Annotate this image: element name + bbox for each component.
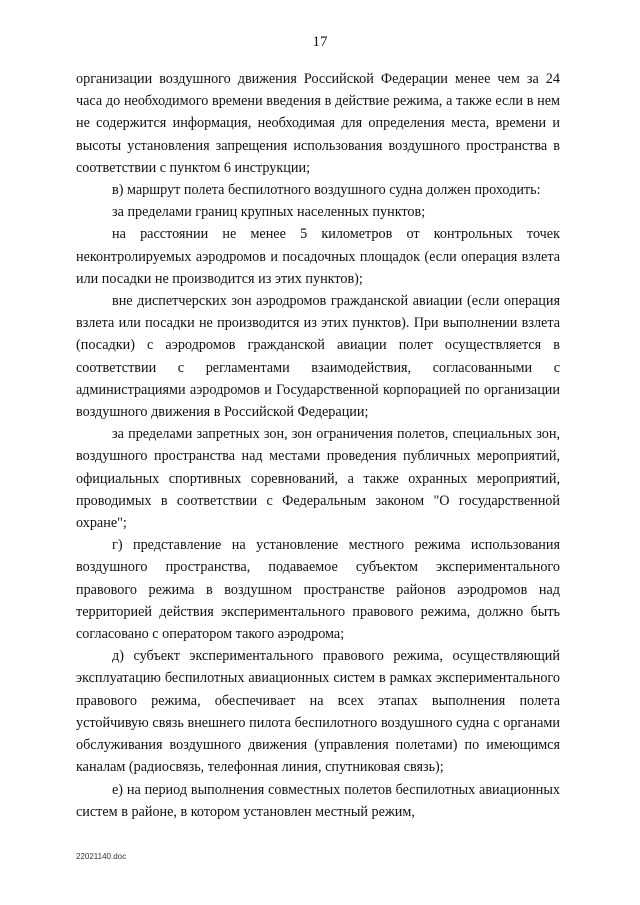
paragraph-control-points: на расстоянии не менее 5 километров от контрольных точек неконтролируемых аэродромов и посадочных площадок (если операция взлета или посадки не производится из этих пунктов); [76, 226, 560, 287]
paragraph-restricted-zones: за пределами запретных зон, зон ограничения полетов, специальных зон, воздушного пространства над местами проведения публичных мероприятий, официальных спортивных соревнований, а также охранных мероприятий, проводимых в соответствии с Федеральным законом "О государственной охране"; [76, 426, 560, 532]
page-number: 17 [312, 34, 328, 50]
paragraph-item-d: д) субъект экспериментального правового режима, осуществляющий эксплуатацию беспилотных авиационных систем в рамках экспериментального правового режима, обеспечивает на всех этапах выполнения полета устойчивую связь внешнего пилота беспилотного воздушного судна с органами обслуживания воздушного движения (управления полетами) по имеющимся каналам (радиосвязь, телефонная линия, спутниковая связь); [76, 648, 560, 776]
paragraph-item-g: г) представление на установление местного режима использования воздушного пространства, подаваемое субъектом экспериментального правового режима в воздушном пространстве районов аэродромов над территорией действия экспериментального правового режима, должно быть согласовано с оператором такого аэродрома; [76, 537, 560, 643]
document-body [76, 68, 560, 823]
paragraph-item-e: е) на период выполнения совместных полетов беспилотных авиационных систем в районе, в котором установлен местный режим, [76, 781, 560, 820]
paragraph-continuation: организации воздушного движения Российской Федерации менее чем за 24 часа до необходимого времени введения в действие режима, а также если в нем не содержится информация, необходимая для определения места, времени и высоты установления запрещения использования воздушного пространства в соответствии с пунктом 6 инструкции; [76, 71, 560, 176]
document-filename: 22021140.doc [76, 852, 127, 861]
paragraph-dispatch-zones: вне диспетчерских зон аэродромов гражданской авиации (если операция взлета или посадки не производится из этих пунктов). При выполнении взлета (посадки) с аэродромов гражданской авиации полет осуществляется в соответствии с регламентами взаимодействия, согласованными с администрациями аэродромов и Государственной корпорацией по организации воздушного движения в Российской Федерации; [76, 293, 560, 421]
paragraph-settlements: за пределами границ крупных населенных пунктов; [112, 204, 426, 221]
paragraph-item-v: в) маршрут полета беспилотного воздушного судна должен проходить: [112, 182, 541, 199]
